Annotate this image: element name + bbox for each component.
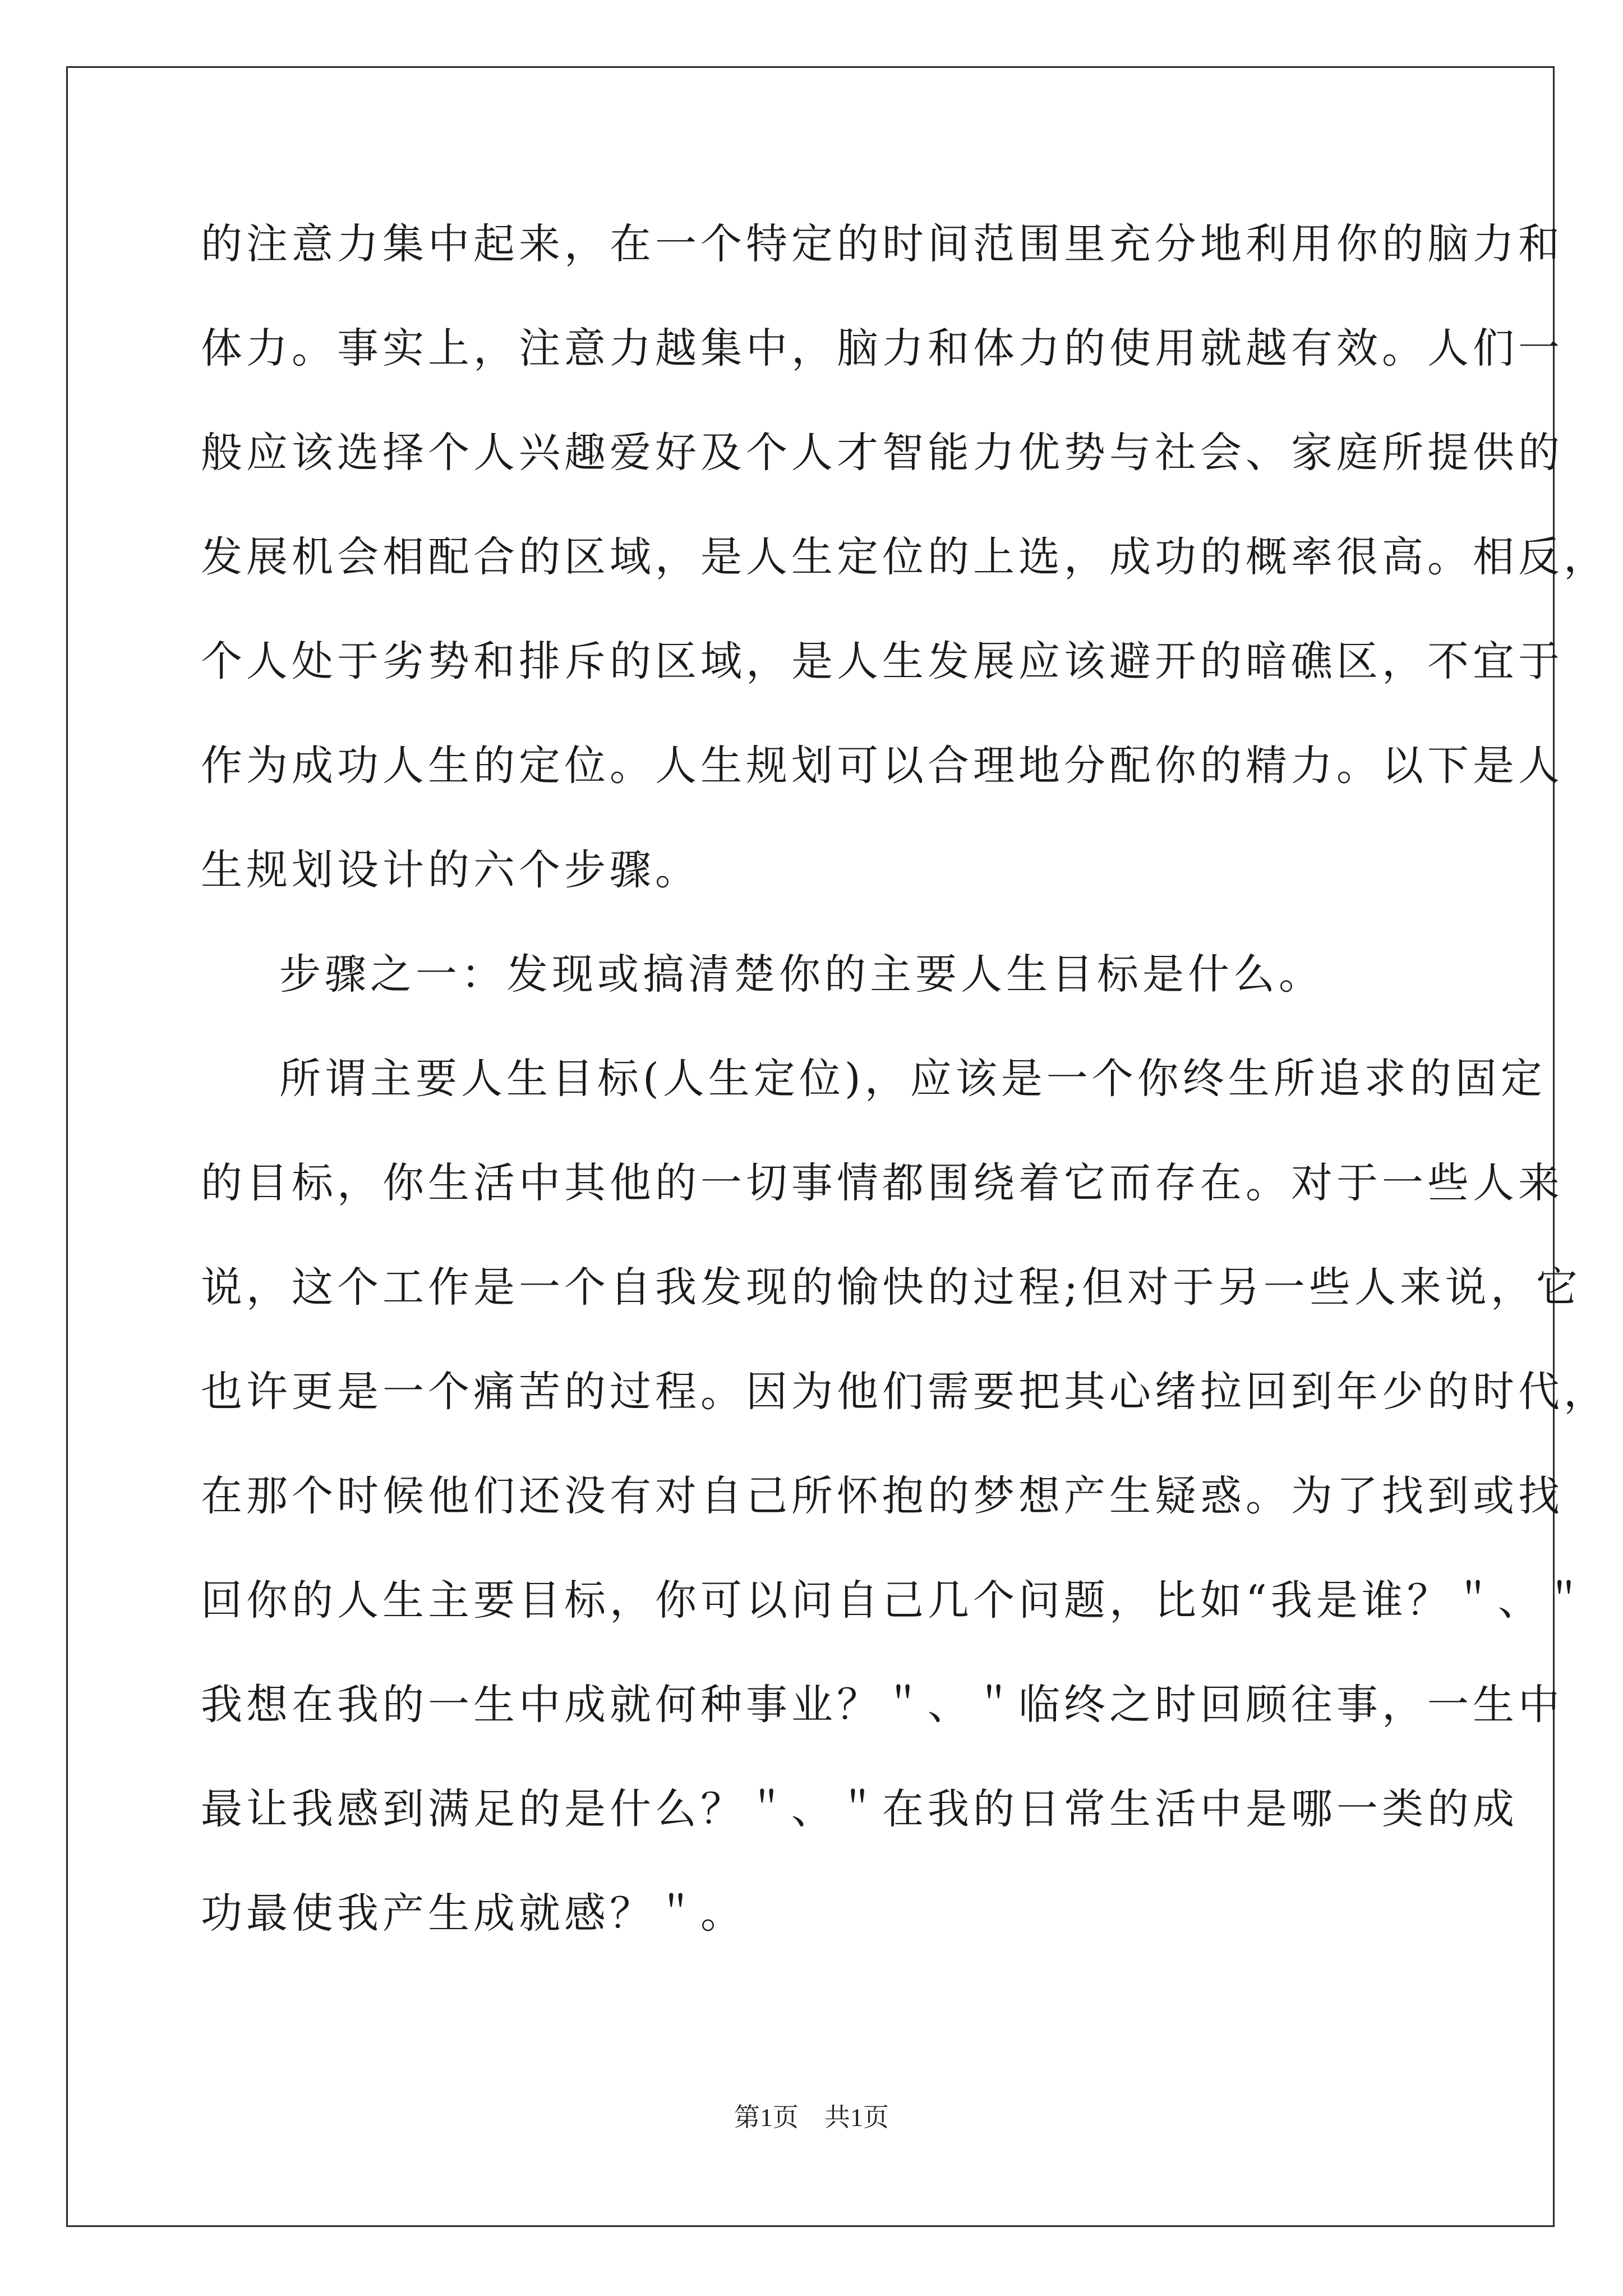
text-line: 的注意力集中起来，在一个特定的时间范围里充分地利用你的脑力和: [201, 220, 1564, 268]
text-line: 最让我感到满足的是什么？＂、＂在我的日常生活中是哪一类的成: [201, 1785, 1518, 1833]
text-line: 发展机会相配合的区域，是人生定位的上选，成功的概率很高。相反，: [201, 533, 1609, 581]
text-line: 所谓主要人生目标(人生定位)，应该是一个你终生所追求的固定: [279, 1055, 1546, 1103]
text-line: 体力。事实上，注意力越集中，脑力和体力的使用就越有效。人们一: [201, 324, 1564, 372]
text-line: 作为成功人生的定位。人生规划可以合理地分配你的精力。以下是人: [201, 742, 1564, 790]
text-line: 功最使我产生成就感？＂。: [201, 1889, 746, 1938]
text-line: 般应该选择个人兴趣爱好及个人才智能力优势与社会、家庭所提供的: [201, 429, 1564, 477]
text-line: 我想在我的一生中成就何种事业？＂、＂临终之时回顾往事，一生中: [201, 1681, 1564, 1729]
text-line: 在那个时候他们还没有对自己所怀抱的梦想产生疑惑。为了找到或找: [201, 1472, 1564, 1520]
text-line: 也许更是一个痛苦的过程。因为他们需要把其心绪拉回到年少的时代，: [201, 1368, 1609, 1416]
text-line: 个人处于劣势和排斥的区域，是人生发展应该避开的暗礁区，不宜于: [201, 637, 1564, 685]
text-line: 说，这个工作是一个自我发现的愉快的过程;但对于另一些人来说，它: [201, 1263, 1581, 1312]
text-line: 的目标，你生活中其他的一切事情都围绕着它而存在。对于一些人来: [201, 1159, 1564, 1207]
page-number-footer: 第1页 共1页: [734, 2103, 889, 2132]
step-heading: 步骤之一：发现或搞清楚你的主要人生目标是什么。: [279, 950, 1324, 999]
text-line: 回你的人生主要目标，你可以问自己几个问题，比如“我是谁？＂、＂: [201, 1576, 1589, 1625]
text-line: 生规划设计的六个步骤。: [201, 846, 700, 894]
